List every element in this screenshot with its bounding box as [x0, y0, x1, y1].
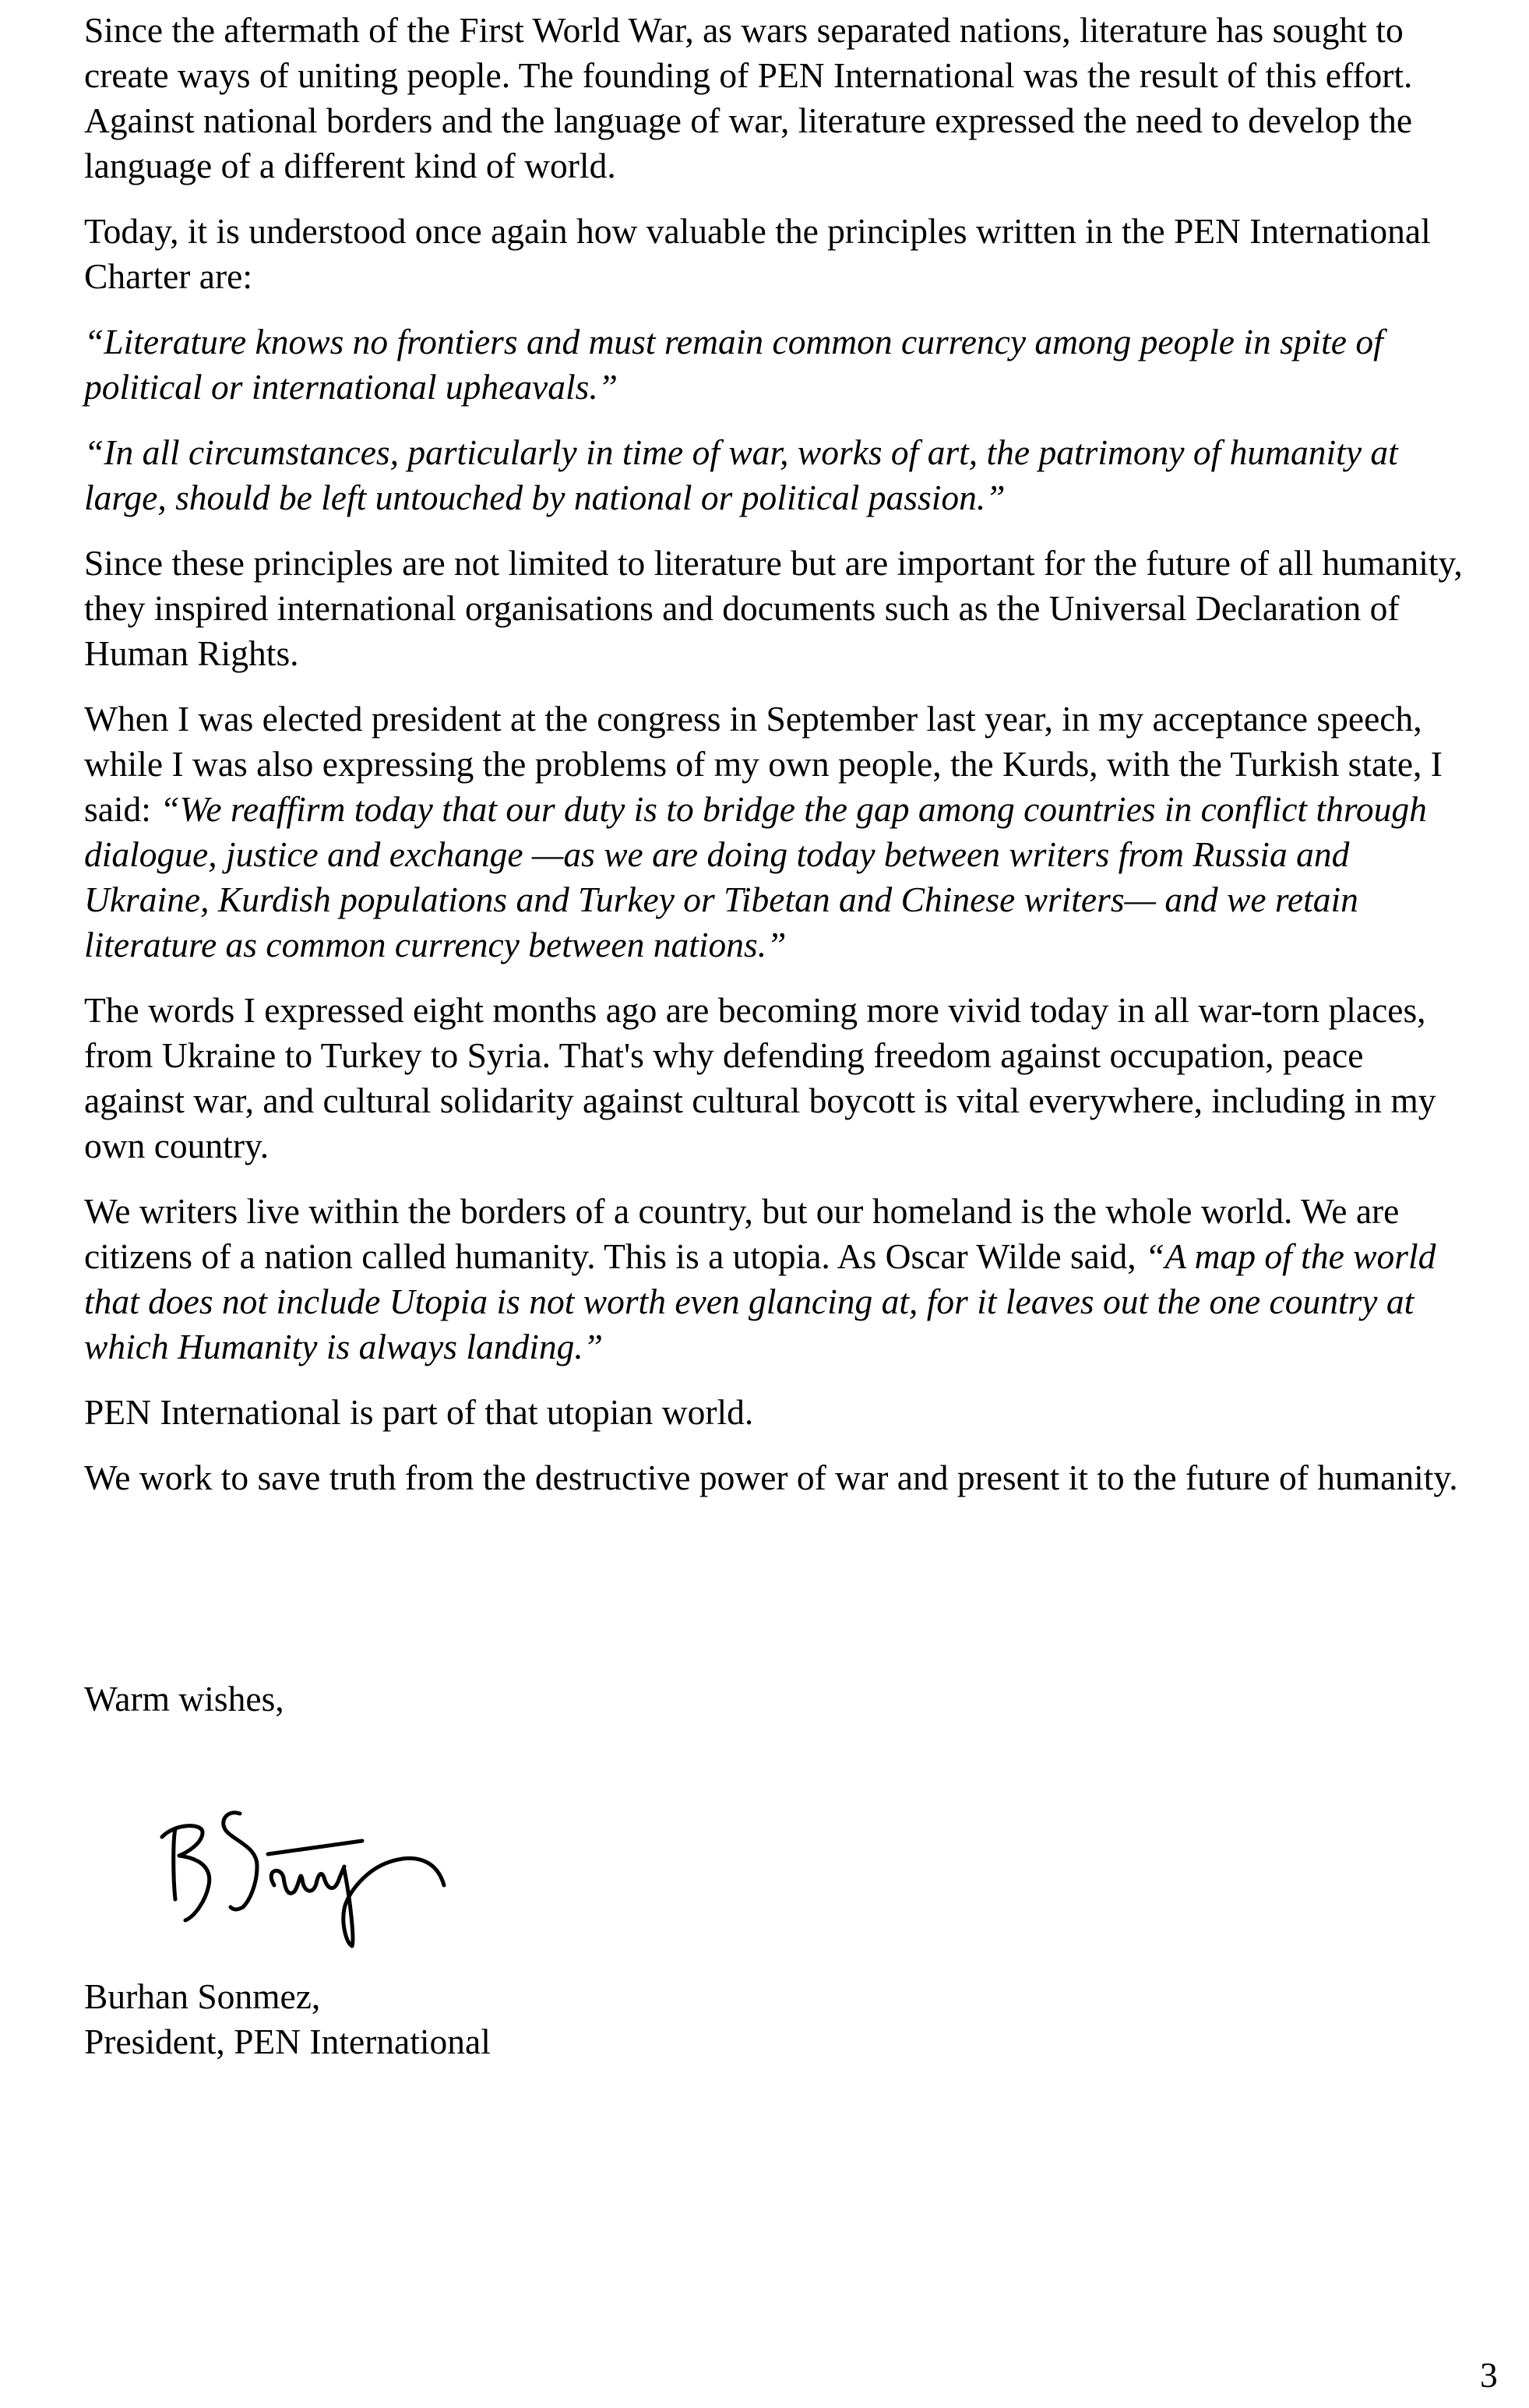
paragraph-save-truth: We work to save truth from the destructive power of war and present it to the future of humanity.: [84, 1458, 1458, 1497]
paragraph-1: Since the aftermath of the First World War, as wars separated nations, literature has sought to create ways of uniting people. The founding of PEN International was the result of this effort. Against national borders and the language of war, literature expressed the need to develop the language of a different kind of world.: [84, 10, 1413, 185]
paragraph-election: When I was elected president at the congress in September last year, in my acceptance speech, while I was also expressing the problems of my own people, the Kurds, with the Turkish state, I said: “We reaffirm today that our duty is to bridge the gap among countries in conflict through dialogue, justice and exchange —as we are doing today between writers from Russia and Ukraine, Kurdish populations and Turkey or Tibetan and Chinese writers— and we retain literature as common currency between nations.”: [84, 699, 1443, 964]
charter-quote-1: “Literature knows no frontiers and must remain common currency among people in spite of political or international upheavals.”: [84, 322, 1383, 407]
paragraph-pen-utopian: PEN International is part of that utopian world.: [84, 1392, 754, 1432]
signer-block: [84, 1974, 491, 2064]
page-number: 3: [1480, 2355, 1498, 2395]
letter-body: [84, 8, 1463, 1521]
paragraph-2: Today, it is understood once again how valuable the principles written in the PEN International Charter are:: [84, 211, 1431, 296]
charter-quote-2: “In all circumstances, particularly in time of war, works of art, the patrimony of humanity at large, should be left untouched by national or political passion.”: [84, 432, 1398, 517]
signer-name: Burhan Sonmez,: [84, 1976, 321, 2016]
oscar-wilde-quote: “A map of the world that does not include Utopia is not worth even glancing at, for it leaves out the one country at which Humanity is always landing.”: [84, 1236, 1436, 1366]
paragraph-words: The words I expressed eight months ago are becoming more vivid today in all war-torn places, from Ukraine to Turkey to Syria. That's why defending freedom against occupation, peace against war, and cultural solidarity against cultural boycott is vital everywhere, including in my own country.: [84, 990, 1436, 1165]
paragraph-principles: Since these principles are not limited to literature but are important for the future of all humanity, they inspired international organisations and documents such as the Universal Declaration of Human Rights.: [84, 543, 1463, 673]
signature-icon: [140, 1792, 452, 1963]
closing-salutation: Warm wishes,: [84, 1679, 284, 1719]
paragraph-writers: We writers live within the borders of a country, but our homeland is the whole world. We are citizens of a nation called humanity. This is a utopia. As Oscar Wilde said, “A map of the world that does not include Utopia is not worth even glancing at, for it leaves out the one country at which Humanity is always landing.”: [84, 1191, 1436, 1366]
acceptance-speech-quote: “We reaffirm today that our duty is to bridge the gap among countries in conflict through dialogue, justice and exchange —as we are doing today between writers from Russia and Ukraine, Kurdish populations and Turkey or Tibetan and Chinese writers— and we retain literature as common currency between nations.”: [84, 789, 1427, 964]
signer-title: President, PEN International: [84, 2022, 491, 2061]
